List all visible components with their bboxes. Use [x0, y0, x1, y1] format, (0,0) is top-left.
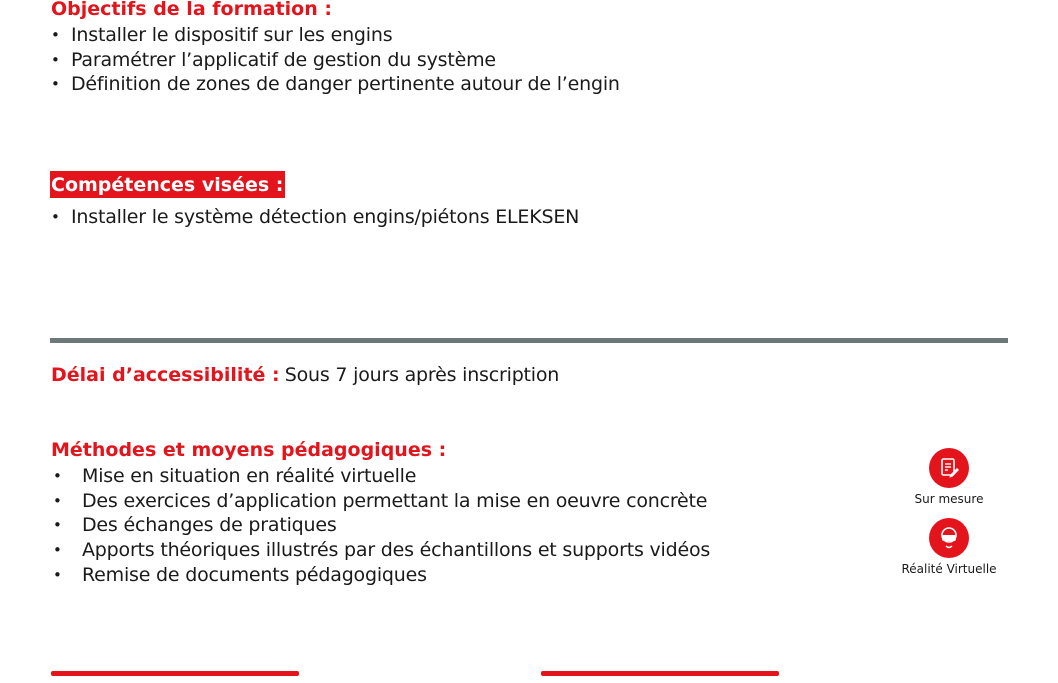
list-item: • Définition de zones de danger pertinente autour de l’engin — [51, 72, 620, 97]
list-item: • Mise en situation en réalité virtuelle — [51, 464, 710, 489]
list-item: • Installer le système détection engins/piétons ELEKSEN — [51, 205, 579, 230]
section-divider — [50, 338, 1008, 343]
competences-list — [51, 205, 579, 230]
badge-sur-mesure — [889, 448, 1009, 506]
document-pencil-icon — [929, 448, 969, 488]
objectifs-heading: Objectifs de la formation : — [51, 0, 332, 20]
objectifs-list — [51, 23, 620, 97]
list-item: • Remise de documents pédagogiques — [51, 563, 710, 588]
competences-heading: Compétences visées : — [50, 171, 285, 198]
methodes-heading: Méthodes et moyens pédagogiques : — [51, 439, 447, 461]
list-item: • Apports théoriques illustrés par des échantillons et supports vidéos — [51, 538, 710, 563]
cutoff-heading-left — [51, 663, 301, 683]
cutoff-heading-right — [541, 663, 781, 683]
list-item: • Des exercices d’application permettant la mise en oeuvre concrète — [51, 489, 710, 514]
delai-label: Délai d’accessibilité : — [51, 364, 280, 386]
badge-realite-virtuelle — [889, 518, 1009, 576]
list-item: • Paramétrer l’applicatif de gestion du système — [51, 48, 620, 73]
delai-value: Sous 7 jours après inscription — [284, 364, 560, 386]
badge-label: Réalité Virtuelle — [901, 562, 997, 576]
delai-line — [51, 364, 559, 386]
list-item: • Des échanges de pratiques — [51, 513, 710, 538]
methodes-list — [51, 464, 710, 588]
vr-headset-icon — [929, 518, 969, 558]
list-item: • Installer le dispositif sur les engins — [51, 23, 620, 48]
badge-label: Sur mesure — [914, 492, 984, 506]
